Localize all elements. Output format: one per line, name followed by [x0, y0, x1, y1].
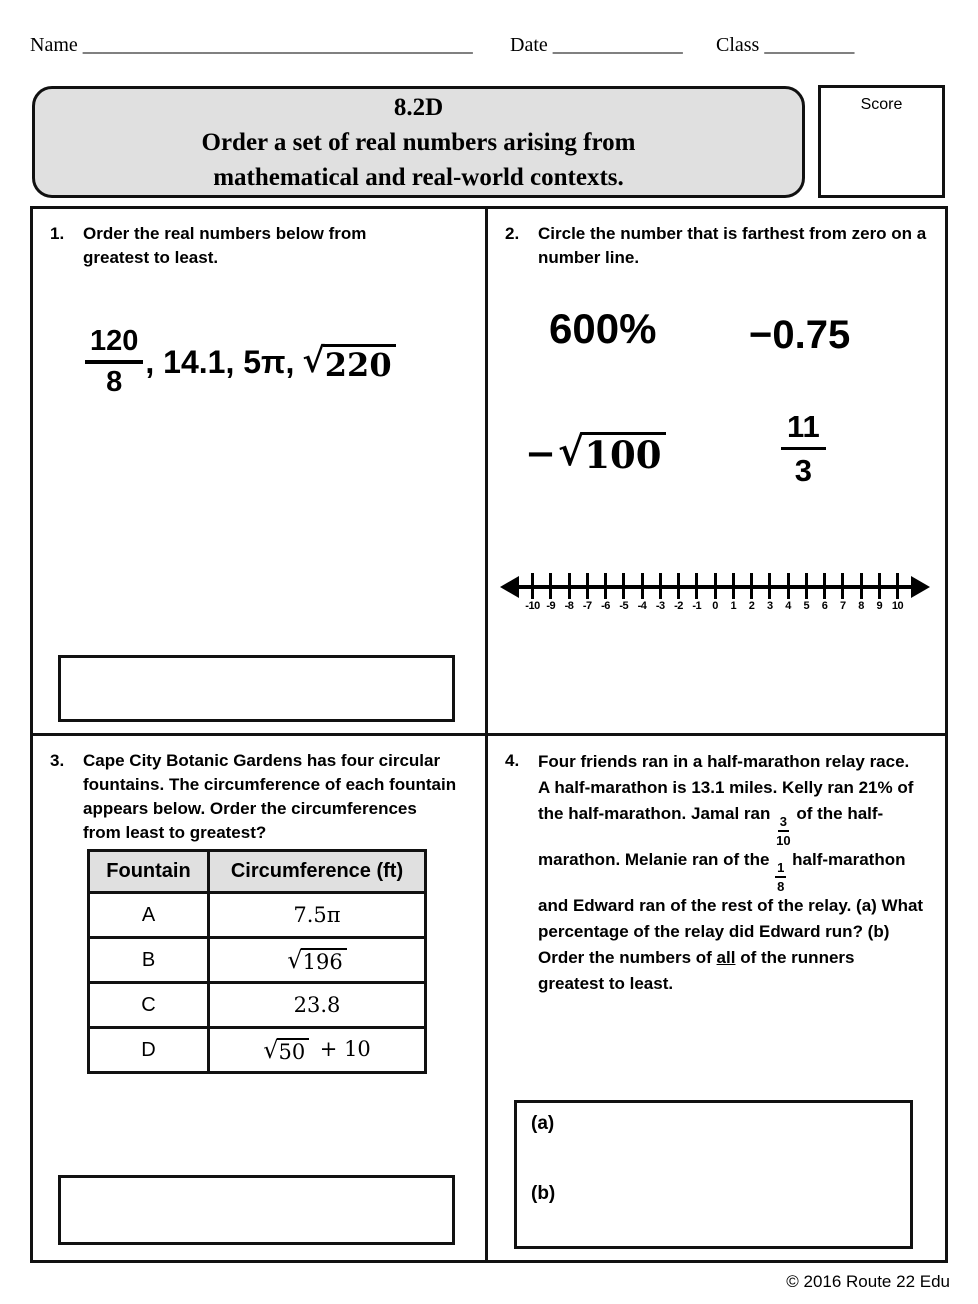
- q1-fraction: $\frac{120}{8}$: [85, 327, 143, 397]
- q1-prompt: Order the real numbers below from greatest to least.: [83, 224, 367, 267]
- number-line-tick: 8: [854, 573, 869, 612]
- q1-radical: √ 220: [302, 344, 395, 381]
- number-line-tick: 7: [835, 573, 850, 612]
- number-line-tick: -9: [543, 573, 558, 612]
- number-line-tick: -7: [580, 573, 595, 612]
- date-blank[interactable]: _____________: [552, 34, 683, 56]
- sqrt-sign: √: [287, 945, 303, 974]
- q2-option-600-percent[interactable]: 600%: [549, 305, 657, 352]
- answer-a-label: (a): [531, 1113, 555, 1134]
- name-blank[interactable]: _______________________________________: [82, 34, 473, 56]
- q3-answer-box[interactable]: [58, 1175, 455, 1245]
- class-label: Class: [716, 34, 760, 56]
- question-grid: [30, 206, 948, 1263]
- question-4-panel: [488, 736, 945, 1260]
- standard-title-line1: Order a set of real numbers arising from: [201, 128, 636, 156]
- q1-expression: [85, 327, 396, 397]
- q2-option-neg-sqrt-100[interactable]: [525, 428, 666, 477]
- number-line-tick: -2: [671, 573, 686, 612]
- standard-title-line2: mathematical and real-world contexts.: [213, 163, 624, 191]
- standard-title-box: [32, 86, 805, 198]
- number-line-tick: -8: [562, 573, 577, 612]
- number-line-tick: -10: [525, 573, 540, 612]
- q3-prompt: Cape City Botanic Gardens has four circular fountains. The circumference of each fountain appears below. Order the circumferences from least to greatest?: [83, 751, 457, 842]
- number-line: [500, 562, 930, 620]
- question-2-panel: [488, 209, 945, 736]
- number-line-tick: -6: [598, 573, 613, 612]
- q2-radical: √ 100: [558, 432, 666, 474]
- q1-answer-box[interactable]: [58, 655, 455, 722]
- q2-prompt: Circle the number that is farthest from zero on a number line.: [538, 224, 927, 267]
- number-line-tick: 10: [890, 573, 905, 612]
- circumference-header: Circumference (ft): [209, 851, 426, 893]
- answer-b-label: (b): [531, 1183, 556, 1204]
- sqrt-50-suffix: + 10: [319, 1036, 371, 1061]
- q2-option-11-thirds[interactable]: $\frac{11}{3}$: [781, 411, 826, 486]
- number-line-tick: -3: [653, 573, 668, 612]
- number-line-tick: 3: [762, 573, 777, 612]
- fraction-1-8: $\frac{1}{8}$: [777, 860, 785, 894]
- copyright-text: © 2016 Route 22 Edu: [786, 1272, 950, 1291]
- number-line-tick: -1: [689, 573, 704, 612]
- underlined-all: all: [716, 948, 736, 967]
- question-3-panel: [33, 736, 488, 1260]
- table-header-row: [89, 851, 426, 893]
- q4-answer-box[interactable]: [514, 1100, 913, 1249]
- question-1-panel: [33, 209, 488, 736]
- number-line-tick: -4: [635, 573, 650, 612]
- sqrt-sign: √: [263, 1036, 279, 1065]
- name-label: Name: [30, 34, 78, 56]
- number-line-tick: 9: [872, 573, 887, 612]
- q4-number: 4.: [505, 751, 520, 770]
- table-row: B √ 196: [89, 938, 426, 983]
- number-line-ticks: [525, 573, 905, 612]
- score-box[interactable]: [818, 85, 945, 198]
- fountain-header: Fountain: [89, 851, 209, 893]
- q3-number: 3.: [50, 751, 65, 770]
- date-label: Date: [510, 34, 548, 56]
- sqrt-sign: √: [302, 340, 325, 381]
- score-label: Score: [860, 96, 903, 113]
- q1-number: 1.: [50, 224, 65, 243]
- fraction-3-10: $\frac{3}{10}$: [776, 814, 791, 848]
- class-blank[interactable]: _________: [764, 34, 855, 56]
- sqrt-sign: √: [558, 428, 585, 475]
- number-line-tick: 0: [708, 573, 723, 612]
- q2-number: 2.: [505, 224, 520, 243]
- sqrt-196: √ 196: [287, 948, 346, 973]
- table-row: C 23.8: [89, 983, 426, 1028]
- header: [0, 34, 978, 64]
- number-line-tick: 6: [817, 573, 832, 612]
- number-line-tick: 5: [799, 573, 814, 612]
- number-line-tick: 2: [744, 573, 759, 612]
- fountain-table: [87, 849, 427, 1074]
- table-row: A 7.5π: [89, 893, 426, 938]
- number-line-tick: -5: [616, 573, 631, 612]
- q1-expression-middle: , 14.1, 5π,: [145, 343, 295, 380]
- standard-code: 8.2D: [393, 93, 444, 121]
- q4-prompt: Four friends ran in a half-marathon relay race. A half-marathon is 13.1 miles. Kelly ran 21% of the half-marathon. Jamal ran $\frac{3}{10}$ of the half-marathon. Melanie ran of the $\frac{1}{8}$ half-marathon and Edward ran of the rest of the relay. (a) What percentage of the relay did Edward run? (b) Order the numbers of all of the runners greatest to least.: [538, 752, 924, 993]
- minus-sign: −: [525, 431, 557, 475]
- sqrt-50: √ 50: [263, 1038, 309, 1063]
- number-line-tick: 1: [726, 573, 741, 612]
- number-line-right-arrow: [911, 576, 930, 598]
- table-row: D √ 50 + 10: [89, 1028, 426, 1073]
- q2-option-neg-0-75[interactable]: −0.75: [749, 313, 851, 357]
- number-line-tick: 4: [781, 573, 796, 612]
